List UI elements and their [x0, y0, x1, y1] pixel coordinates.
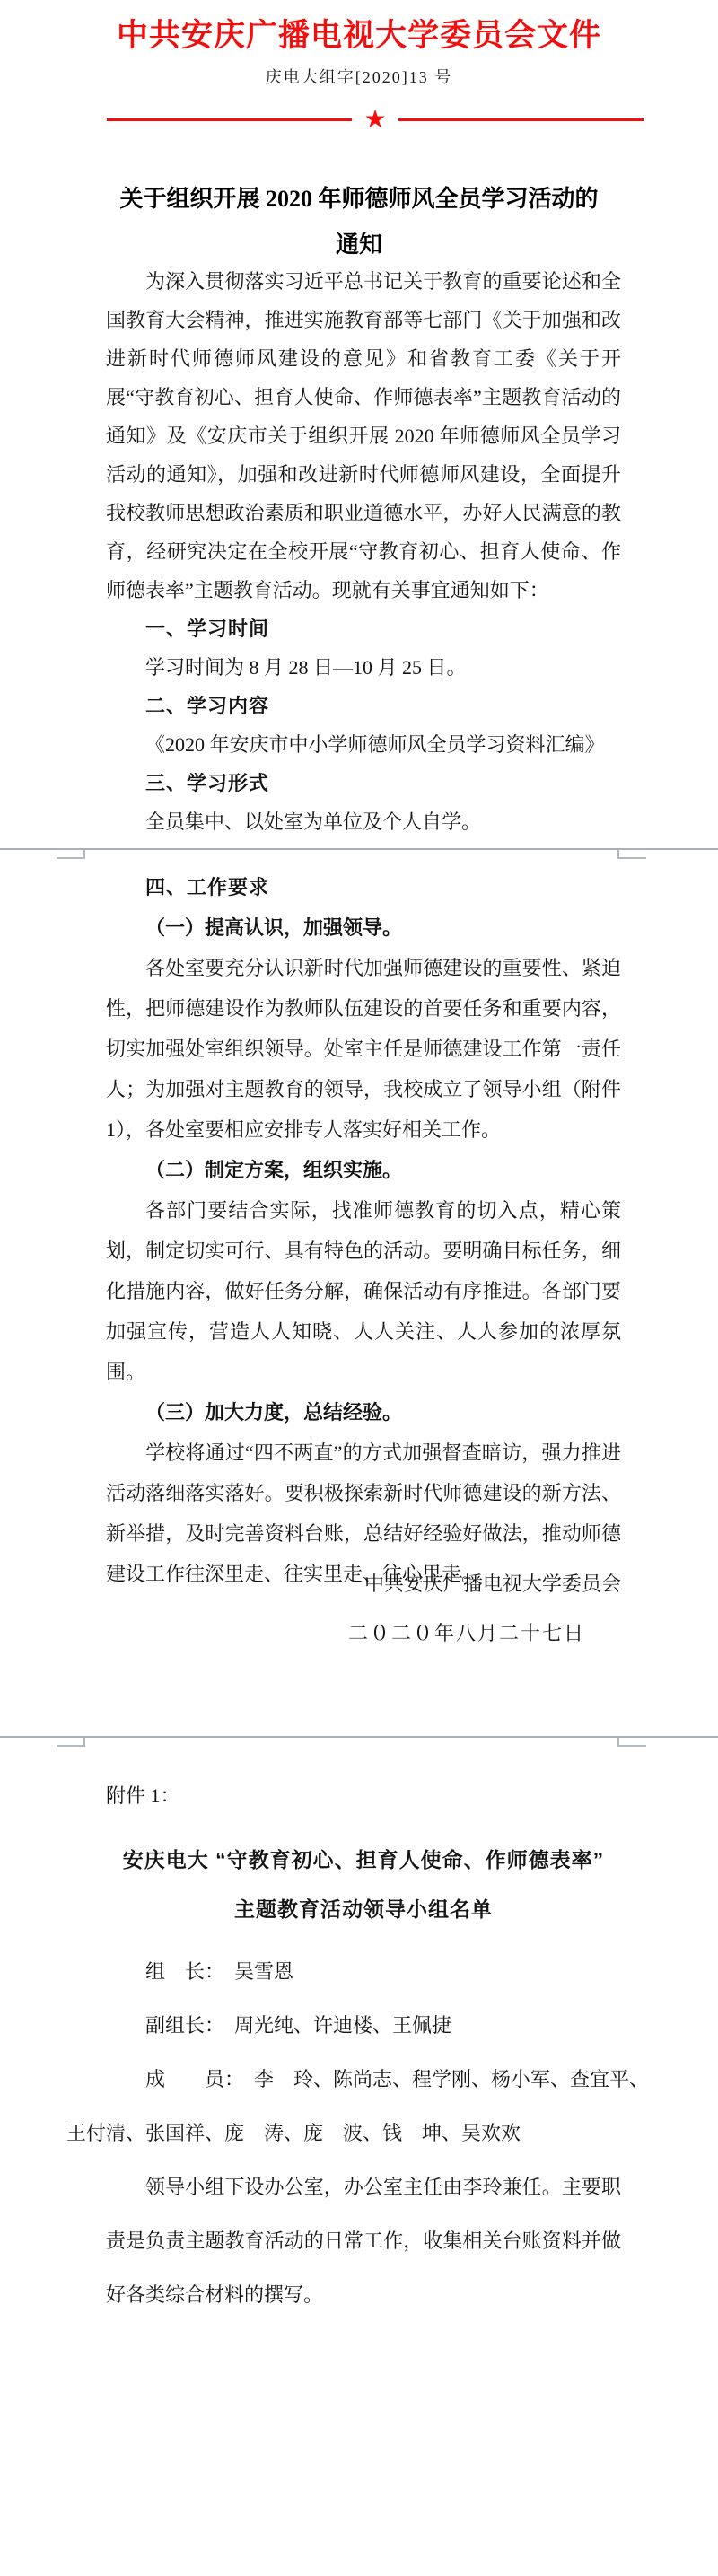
roster-members-line1: 成 员： 李 玲、陈尚志、程学刚、杨小军、查宜平、	[145, 2068, 650, 2090]
page-break-line	[0, 1736, 718, 1738]
document-title-line1: 关于组织开展 2020 年师德师风全员学习活动的	[119, 186, 599, 212]
attachment-label: 附件 1：	[106, 1784, 180, 1807]
page-break-line	[0, 848, 718, 850]
attachment-title-line2: 主题教育活动领导小组名单	[234, 1897, 493, 1921]
section4-sub2-body: 各部门要结合实际，找准师德教育的切入点，精心策划，制定切实可行、具有特色的活动。要明确目标任务，细化措施内容，做好任务分解，确保活动有序推进。各部门要加强宣传，营造人人知晓、人人关注、人人参加的浓厚氛围。	[106, 1199, 621, 1383]
red-rule-left-segment	[107, 118, 352, 121]
section4-sub1-heading: （一）提高认识，加强领导。	[145, 916, 403, 939]
red-divider-rule	[107, 106, 644, 133]
section4-sub1-body: 各处室要充分认识新时代加强师德建设的重要性、紧迫性，把师德建设作为教师队伍建设的首要任务和重要内容，切实加强处室组织领导。处室主任是师德建设工作第一责任人；为加强对主题教育的领导，我校成立了领导小组（附件1），各处室要相应安排专人落实好相关工作。	[106, 957, 621, 1141]
section3-heading: 三、学习形式	[145, 772, 270, 794]
section1-body: 学习时间为 8 月 28 日—10 月 25 日。	[145, 656, 467, 679]
section4-heading: 四、工作要求	[145, 876, 270, 898]
section4-sub3-heading: （三）加大力度，总结经验。	[145, 1401, 403, 1424]
margin-corner-left-icon	[57, 850, 85, 859]
section4-sub3-body: 学校将通过“四不两直”的方式加强督查暗访，强力推进活动落细落实落好。要积极探索新时代师德建设的新方法、新举措，及时完善资料台账，总结好经验好做法，推动师德建设工作往深里走、往实里走、往心里走。	[106, 1441, 621, 1585]
intro-paragraph: 为深入贯彻落实习近平总书记关于教育的重要论述和全国教育大会精神，推进实施教育部等七部门《关于加强和改进新时代师德师风建设的意见》和省教育工委《关于开展“守教育初心、担育人使命、作师德表率”主题教育活动的通知》及《安庆市关于组织开展 2020 年师德师风全员学习活动的通知》，加强和改进新时代师德师风建设，全面提升我校教师思想政治素质和职业道德水平，办好人民满意的教育，经研究决定在全校开展“守教育初心、担育人使命、作师德表率”主题教育活动。现就有关事宜通知如下：	[106, 270, 621, 601]
section2-heading: 二、学习内容	[145, 695, 270, 717]
signature-block	[106, 1564, 621, 1653]
margin-corner-right-icon	[617, 850, 646, 859]
section2-body: 《2020 年安庆市中小学师德师风全员学习资料汇编》	[145, 733, 605, 756]
document-title-line2: 通知	[335, 232, 382, 258]
signature-date: 二０二０年八月二十七日	[347, 1622, 585, 1644]
margin-corner-right-icon	[617, 1738, 646, 1747]
leading-group-roster	[66, 1945, 650, 2160]
office-note-paragraph: 领导小组下设办公室，办公室主任由李玲兼任。主要职责是负责主题教育活动的日常工作，收集相关台账资料并做好各类综合材料的撰写。	[106, 2176, 621, 2306]
red-rule-right-segment	[398, 118, 644, 121]
page-break-2	[0, 1736, 718, 1747]
roster-deputy-line: 副组长： 周光纯、许迪楼、王佩捷	[145, 2014, 452, 2037]
letterhead-org-title: 中共安庆广播电视大学委员会文件	[116, 18, 601, 53]
signature-org: 中共安庆广播电视大学委员会	[363, 1573, 621, 1595]
section1-heading: 一、学习时间	[145, 618, 270, 640]
page2-body	[106, 867, 621, 1594]
doc-number: 庆电大组字[2020]13 号	[265, 68, 453, 86]
margin-corner-left-icon	[57, 1738, 85, 1747]
document-title	[101, 176, 617, 267]
attachment-section	[66, 1775, 650, 2322]
roster-members-line2: 王付清、张国祥、庞 涛、庞 波、钱 坤、吴欢欢	[66, 2122, 521, 2144]
section4-sub2-heading: （二）制定方案，组织实施。	[145, 1159, 403, 1181]
page1-body	[106, 262, 621, 841]
star-icon: ★	[363, 104, 387, 134]
section3-body: 全员集中、以处室为单位及个人自学。	[145, 810, 482, 833]
page-break-1	[0, 848, 718, 859]
attachment-title-line1: 安庆电大 “守教育初心、担育人使命、作师德表率”	[122, 1848, 605, 1871]
roster-leader-line: 组 长： 吴雪恩	[145, 1960, 294, 1983]
